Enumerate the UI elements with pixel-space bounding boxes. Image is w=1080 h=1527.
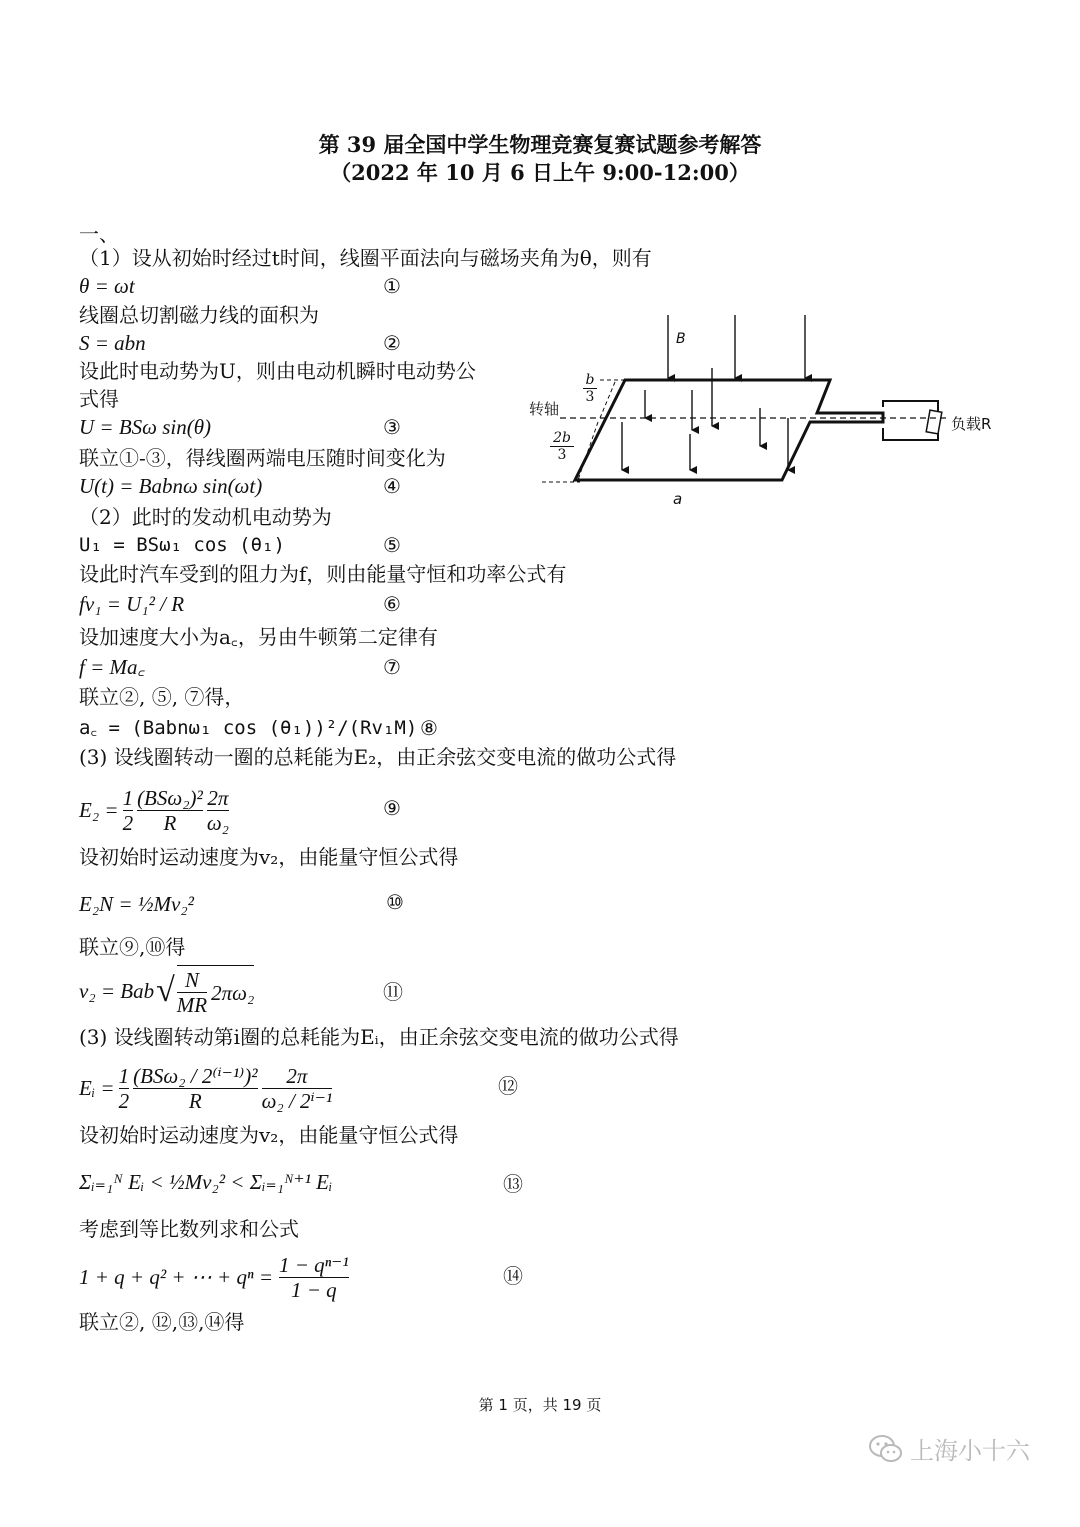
equation-12 — [79, 1058, 332, 1118]
equation-10 — [79, 876, 194, 932]
equation-number: ⑥ — [383, 592, 401, 616]
equation: Σᵢ₌₁ᴺ Eᵢ < ½Mv₂² < Σᵢ₌₁ᴺ⁺¹ Eᵢ — [79, 1170, 333, 1194]
page-footer: 第 1 页，共 19 页 — [478, 1396, 602, 1414]
denominator: 2 — [122, 810, 134, 835]
equation: E₂N = ½Mv₂² — [79, 892, 194, 916]
denominator: ω₂ / 2ⁱ⁻¹ — [261, 1088, 333, 1113]
numerator: N — [184, 968, 199, 992]
text-line: （2）此时的发动机电动势为 — [79, 505, 332, 529]
equation: θ = ωt — [79, 274, 135, 298]
watermark — [868, 1431, 1030, 1466]
fraction — [177, 968, 207, 1017]
text-line: 设加速度大小为a꜀，另由牛顿第二定律有 — [79, 625, 438, 649]
field-label: B — [676, 331, 686, 347]
denominator: R — [137, 810, 203, 835]
equation-lhs: E₂ = — [79, 798, 119, 822]
watermark-text: 上海小十六 — [910, 1437, 1030, 1465]
text-line: 式得 — [79, 387, 119, 411]
wechat-icon — [868, 1434, 904, 1464]
numerator: (BSω₂ / 2⁽ⁱ⁻¹⁾)² — [133, 1063, 258, 1088]
equation-number: ④ — [383, 474, 401, 498]
fraction — [207, 786, 229, 835]
page-title: 第 39 届全国中学生物理竞赛复赛试题参考解答 — [318, 132, 762, 157]
equation: U(t) = Babnω sin(ωt) — [79, 474, 263, 498]
radicand-tail: 2πω₂ — [211, 980, 255, 1005]
label-2b-over-3 — [550, 430, 574, 463]
equation-11 — [79, 962, 254, 1020]
denominator: 3 — [585, 389, 595, 405]
equation-number: ⑬ — [503, 1172, 523, 1196]
text-line: (3) 设线圈转动一圈的总耗能为E₂，由正余弦交变电流的做功公式得 — [79, 745, 677, 769]
numerator: 2b — [550, 430, 574, 447]
text-line: 设此时汽车受到的阻力为f，则由能量守恒和功率公式有 — [79, 562, 567, 586]
text-line: 设此时电动势为U，则由电动机瞬时电动势公 — [79, 359, 476, 383]
sqrt-icon: √ — [156, 972, 175, 1009]
equation-number: ⑧ — [420, 716, 438, 740]
equation-number: ⑩ — [386, 890, 404, 914]
section-label: 一、 — [79, 222, 119, 246]
equation-number: ① — [383, 274, 401, 298]
load-label: 负载R — [951, 415, 992, 433]
numerator: 1 — [122, 785, 134, 810]
equation-lhs: 1 + q + q² + ⋯ + qⁿ = — [79, 1265, 274, 1289]
text-line: 考虑到等比数列求和公式 — [79, 1217, 299, 1241]
numerator: (BSω₂)² — [137, 785, 203, 810]
equation-number: ⑫ — [498, 1074, 518, 1098]
fraction — [262, 1064, 333, 1113]
side-label-a: a — [673, 490, 683, 508]
equation-number: ⑤ — [383, 533, 401, 557]
equation: U₁ = BSω₁ cos (θ₁) — [79, 534, 285, 556]
equation-number: ② — [383, 331, 401, 355]
fraction — [137, 786, 203, 835]
equation: f = Ma꜀ — [79, 655, 145, 679]
fraction — [119, 1064, 130, 1113]
text-line: 联立⑨,⑩得 — [79, 935, 186, 959]
equation: a꜀ = (Babnω₁ cos (θ₁))²/(Rv₁M) — [79, 717, 418, 739]
numerator: 1 − qⁿ⁻¹ — [279, 1252, 349, 1277]
text-line: 设初始时运动速度为v₂，由能量守恒公式得 — [79, 1123, 459, 1147]
equation-lhs: v₂ = Bab — [79, 979, 155, 1003]
equation-number: ③ — [383, 415, 401, 439]
text-line: 设初始时运动速度为v₂，由能量守恒公式得 — [79, 845, 459, 869]
equation: fv₁ = U₁² / R — [79, 592, 185, 616]
text-line: 联立②, ⑤, ⑦得， — [79, 685, 245, 709]
numerator: b — [583, 372, 597, 389]
denominator: R — [133, 1088, 258, 1113]
resistor — [926, 410, 942, 434]
text-line: (3) 设线圈转动第i圈的总耗能为Eᵢ，由正余弦交变电流的做功公式得 — [79, 1025, 679, 1049]
coil-diagram — [520, 310, 1000, 510]
fraction — [133, 1064, 258, 1113]
page-subtitle: （2022 年 10 月 6 日上午 9:00-12:00） — [330, 160, 750, 185]
denominator: 3 — [557, 447, 567, 463]
text-line: 联立②, ⑫,⑬,⑭得 — [79, 1310, 245, 1334]
fraction — [123, 786, 134, 835]
text-line: 联立①-③，得线圈两端电压随时间变化为 — [79, 446, 446, 470]
numerator: 1 — [118, 1063, 130, 1088]
denominator: 1 − q — [279, 1277, 349, 1302]
equation-number: ⑪ — [383, 980, 403, 1004]
equation-number: ⑭ — [503, 1264, 523, 1288]
text-line: （1）设从初始时经过t时间，线圈平面法向与磁场夹角为θ，则有 — [79, 246, 652, 270]
equation: S = abn — [79, 331, 146, 355]
guide-line — [578, 422, 598, 480]
label-b-over-3 — [583, 372, 597, 405]
numerator: 2π — [286, 1063, 308, 1088]
numerator: 2π — [207, 785, 229, 810]
axis-label: 转轴 — [529, 400, 560, 418]
denominator: 2 — [118, 1088, 130, 1113]
denominator: ω₂ — [206, 810, 229, 835]
equation-lhs: Eᵢ = — [79, 1076, 115, 1100]
radicand — [177, 965, 254, 1017]
equation-number: ⑦ — [383, 655, 401, 679]
equation-9 — [79, 780, 229, 840]
coil-frame — [575, 380, 883, 480]
equation: U = BSω sin(θ) — [79, 415, 212, 439]
fraction — [279, 1253, 349, 1302]
equation-number: ⑨ — [383, 796, 401, 820]
text-line: 线圈总切割磁力线的面积为 — [79, 303, 319, 327]
equation-14 — [79, 1248, 349, 1306]
denominator: MR — [176, 993, 208, 1017]
